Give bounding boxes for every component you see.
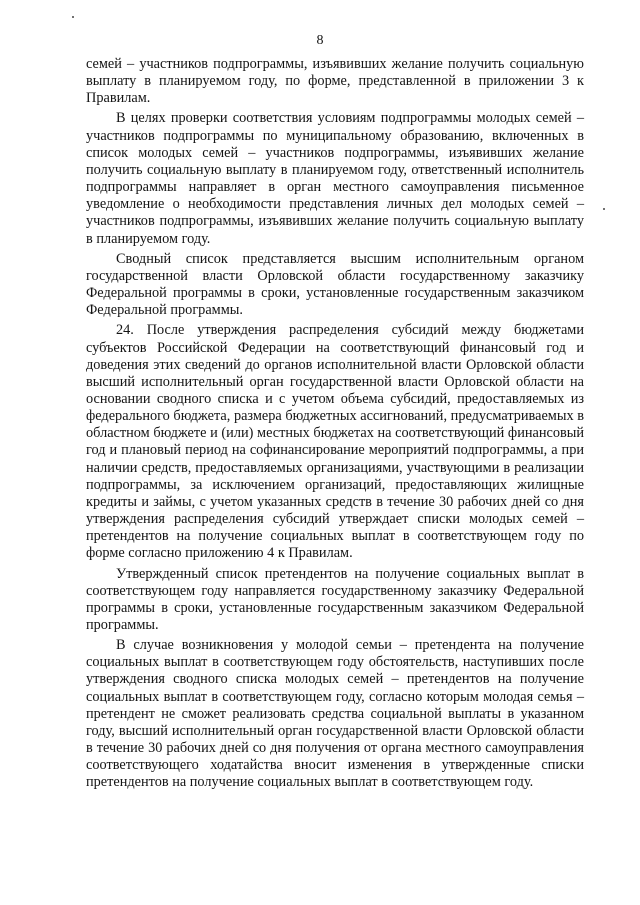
scan-speck (603, 208, 605, 210)
page-number: 8 (316, 33, 324, 48)
paragraph-approved-list: Утвержденный список претендентов на получение социальных выплат в соответствующем году направляется государственному заказчику Федеральной программы в сроки, установленные государственным заказчиком Федеральной программы. (86, 565, 584, 633)
paragraph-continuation: семей – участников подпрограммы, изъявивших желание получить социальную выплату в планируемом году, по форме, представленной в приложении 3 к Правилам. (86, 56, 584, 107)
document-body (86, 56, 584, 795)
scan-speck (72, 16, 74, 18)
paragraph-verification: В целях проверки соответствия условиям подпрограммы молодых семей – участников подпрограммы по муниципальному образованию, включенных в список молодых семей – участников подпрограммы, изъявивших желание получить социальную выплату в планируемом году, ответственный исполнитель подпрограммы направляет в орган местного самоуправления письменное уведомление о необходимости представления личных дел молодых семей – участников подпрограммы, изъявивших желание получить социальную выплату в планируемом году. (86, 110, 584, 247)
paragraph-item-24: 24. После утверждения распределения субсидий между бюджетами субъектов Российской Федерации на соответствующий финансовый год и доведения этих сведений до органов исполнительной власти Орловской области высший исполнительный орган государственной власти Орловской области на основании сводного списка и с учетом объема субсидий, предоставляемых из федерального бюджета, размера бюджетных ассигнований, предусматриваемых в областном бюджете и (или) местных бюджетах на соответствующий финансовый год и плановый период на софинансирование мероприятий подпрограммы, а при наличии средств, предоставляемых организациями, участвующими в реализации подпрограммы, за исключением организаций, предоставляющих жилищные кредиты и займы, с учетом указанных средств в течение 30 рабочих дней со дня утверждения распределения субсидий утверждает списки молодых семей – претендентов на получение социальных выплат в соответствующем году по форме согласно приложению 4 к Правилам. (86, 322, 584, 562)
paragraph-summary-list: Сводный список представляется высшим исполнительным органом государственной власти Орловской области государственному заказчику Федеральной программы в сроки, установленные государственным заказчиком Федеральной программы. (86, 250, 584, 319)
paragraph-changes: В случае возникновения у молодой семьи – претендента на получение социальных выплат в соответствующем году обстоятельств, наступивших после утверждения сводного списка молодых семей – претендентов на получение социальных выплат в соответствующем году, согласно которым молодая семья – претендент не сможет реализовать средства социальной выплаты в указанном году, высший исполнительный орган государственной власти Орловской области в течение 30 рабочих дней со дня получения от органа местного самоуправления соответствующего ходатайства вносит изменения в утвержденные списки претендентов на получение социальных выплат в соответствующем году. (86, 637, 584, 791)
